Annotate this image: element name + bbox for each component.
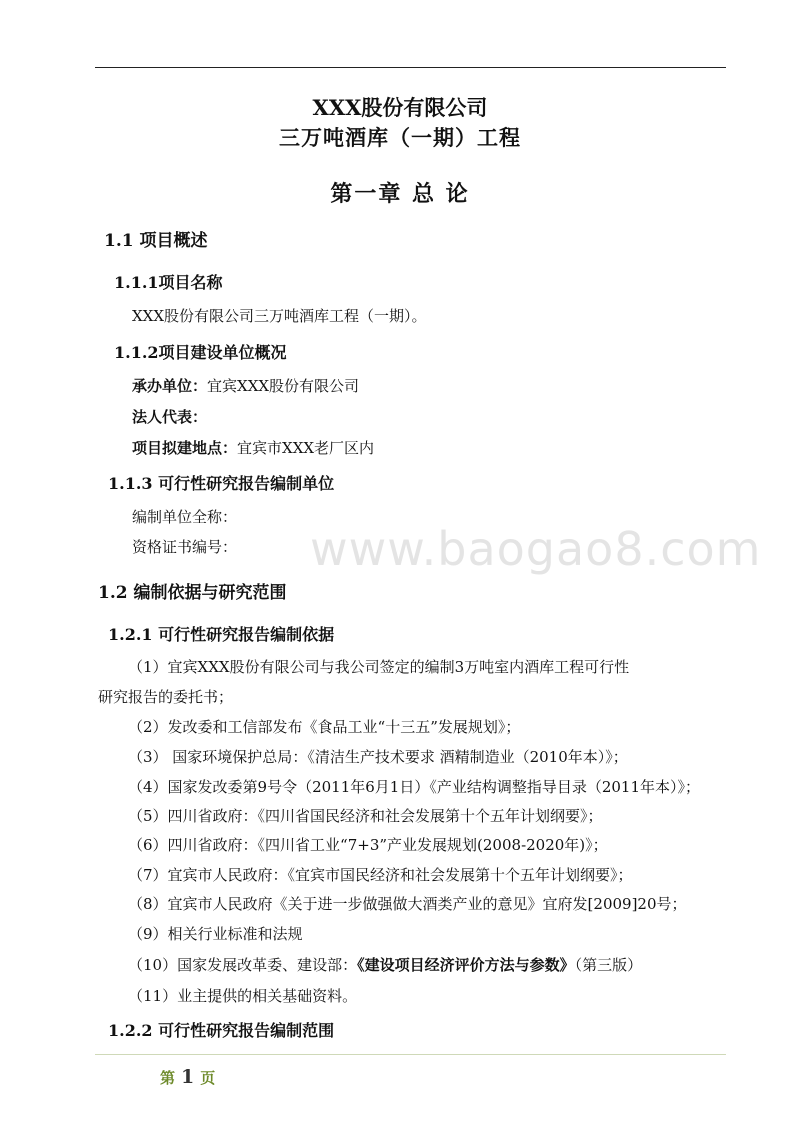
header-rule	[95, 67, 726, 68]
heading-1-1-1: 1.1.1项目名称	[114, 273, 223, 292]
project-name-text: XXX股份有限公司三万吨酒库工程（一期）。	[132, 307, 427, 325]
legal-rep-label: 法人代表：	[132, 408, 208, 426]
basis-item-6: （6）四川省政府：《四川省工业“7+3”产业发展规划(2008-2020年)》；	[128, 836, 608, 854]
footer-suffix: 页	[200, 1069, 216, 1087]
heading-1-2-2: 1.2.2 可行性研究报告编制范围	[108, 1021, 335, 1040]
basis-item-10-prefix: （10）国家发展改革委、建设部：	[128, 956, 358, 974]
basis-item-3: （3） 国家环境保护总局：《清洁生产技术要求 酒精制造业（2010年本）》；	[128, 748, 628, 766]
heading-1-1: 1.1 项目概述	[104, 231, 208, 251]
footer-rule	[95, 1054, 726, 1055]
basis-item-10-bold: 《建设项目经济评价方法与参数》	[357, 956, 575, 974]
host-unit-line	[132, 375, 359, 396]
basis-item-1b: 研究报告的委托书；	[98, 688, 234, 706]
heading-1-1-3: 1.1.3 可行性研究报告编制单位	[108, 474, 335, 493]
page-number-footer	[160, 1066, 215, 1088]
basis-item-5: （5）四川省政府：《四川省国民经济和社会发展第十个五年计划纲要》；	[128, 807, 603, 825]
doc-title-line2: 三万吨酒库（一期）工程	[279, 125, 521, 150]
watermark: www.baogao8.com	[310, 522, 762, 576]
host-unit-label: 承办单位：	[132, 377, 208, 395]
basis-item-9: （9）相关行业标准和法规	[128, 925, 303, 943]
heading-1-2: 1.2 编制依据与研究范围	[98, 583, 287, 603]
basis-item-4: （4）国家发改委第9号令（2011年6月1日）《产业结构调整指导目录（2011年本）》；	[128, 778, 701, 796]
basis-item-11: （11）业主提供的相关基础资料。	[128, 987, 358, 1005]
site-line	[132, 437, 374, 458]
doc-title-line1: XXX股份有限公司	[312, 95, 488, 120]
compiler-name-line: 编制单位全称：	[132, 508, 238, 526]
site-label: 项目拟建地点：	[132, 439, 238, 457]
basis-item-2: （2）发改委和工信部发布《食品工业“十三五”发展规划》；	[128, 718, 521, 736]
basis-item-1a: （1）宜宾XXX股份有限公司与我公司签定的编制3万吨室内酒库工程可行性	[128, 658, 630, 676]
page-number: 1	[181, 1066, 195, 1088]
heading-1-2-1: 1.2.1 可行性研究报告编制依据	[108, 625, 335, 644]
basis-item-8: （8）宜宾市人民政府《关于进一步做强做大酒类产业的意见》宜府发[2009]20号；	[128, 895, 687, 913]
site-value: 宜宾市XXX老厂区内	[237, 439, 375, 457]
basis-item-10-suffix: （第三版）	[574, 956, 643, 974]
basis-item-10	[128, 954, 642, 975]
heading-1-1-2: 1.1.2项目建设单位概况	[114, 343, 287, 362]
chapter-heading: 第一章 总 论	[330, 181, 470, 207]
basis-item-7: （7）宜宾市人民政府：《宜宾市国民经济和社会发展第十个五年计划纲要》；	[128, 866, 633, 884]
certificate-no-line: 资格证书编号：	[132, 538, 238, 556]
host-unit-value: 宜宾XXX股份有限公司	[207, 377, 360, 395]
footer-prefix: 第	[160, 1069, 176, 1087]
